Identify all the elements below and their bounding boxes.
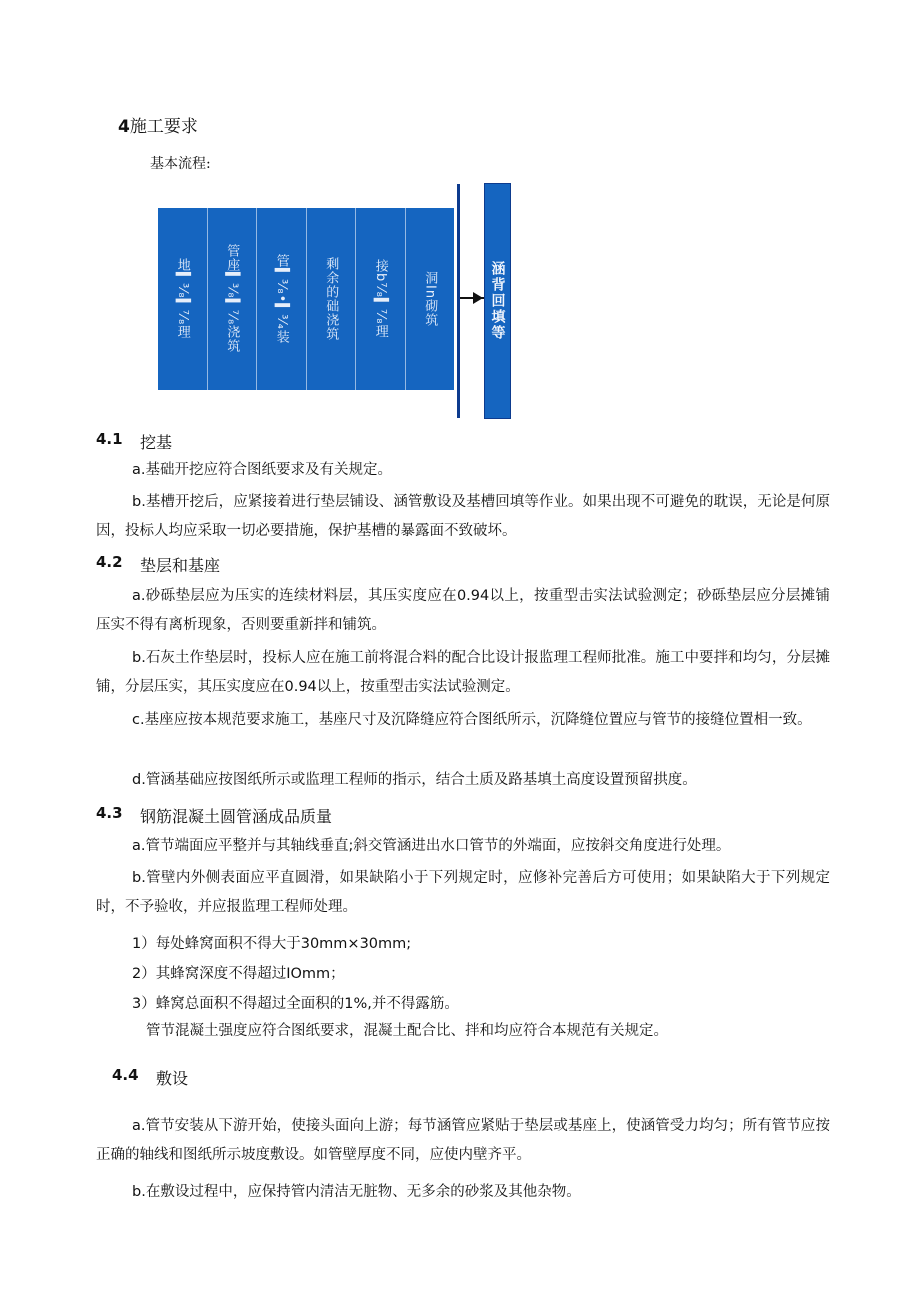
flowchart-steps xyxy=(158,208,454,390)
section-heading-4 xyxy=(118,112,198,137)
flow-divider xyxy=(457,184,460,418)
flow-step xyxy=(307,208,357,390)
paragraph: b.管壁内外侧表面应平直圆滑，如果缺陷小于下列规定时，应修补完善后方可使用；如果缺陷大于下列规定时，不予验收，并应报监理工程师处理。 xyxy=(96,870,830,915)
paragraph: b.石灰土作垫层时，投标人应在施工前将混合料的配合比设计报监理工程师批准。施工中要拌和均匀，分层摊铺，分层压实，其压实度应在0.94以上，按重型击实法试验测定。 xyxy=(96,650,830,695)
list-item: 2）其蜂窝深度不得超过IOmm； xyxy=(132,966,345,982)
flow-step-text: 接b⁷⁄₈▍⁷⁄₈理 xyxy=(372,259,388,339)
flow-step xyxy=(356,208,406,390)
paragraph: b.基槽开挖后，应紧接着进行垫层铺设、涵管敷设及基槽回填等作业。如果出现不可避免的耽误，无论是何原因，投标人均应采取一切必要措施，保护基槽的暴露面不致破坏。 xyxy=(96,494,830,539)
section-heading-4-4 xyxy=(112,1066,188,1089)
flow-final-text: 涵背回填等 xyxy=(489,261,506,341)
section-number: 4.1 xyxy=(96,430,123,448)
paragraph: a.管节端面应平整并与其轴线垂直;斜交管涵进出水口管节的外端面，应按斜交角度进行处理。 xyxy=(132,838,731,854)
section-heading-4-3 xyxy=(96,804,332,827)
section-title: 钢筋混凝土圆管涵成品质量 xyxy=(140,807,333,826)
section-heading-4-1 xyxy=(96,430,172,453)
arrow-right-icon xyxy=(473,292,483,304)
paragraph: d.管涵基础应按图纸所示或监理工程师的指示，结合土质及路基填土高度设置预留拱度。 xyxy=(132,772,697,788)
paragraph: a.基础开挖应符合图纸要求及有关规定。 xyxy=(132,462,392,478)
flow-step xyxy=(406,208,455,390)
flow-step xyxy=(257,208,307,390)
section-title: 敷设 xyxy=(156,1069,189,1088)
section-title: 施工要求 xyxy=(129,117,198,137)
section-number: 4.4 xyxy=(112,1066,139,1084)
section-heading-4-2 xyxy=(96,553,220,576)
section-number: 4.3 xyxy=(96,804,123,822)
section-number: 4 xyxy=(118,117,130,137)
flow-step-text: 管座▍³⁄₈▍⁷⁄₈浇筑 xyxy=(224,244,240,354)
flow-final-step xyxy=(484,183,511,419)
paragraph: b.在敷设过程中，应保持管内清洁无脏物、无多余的砂浆及其他杂物。 xyxy=(132,1184,581,1200)
list-item: 1）每处蜂窝面积不得大于30mm×30mm; xyxy=(132,936,412,952)
paragraph: a.砂砾垫层应为压实的连续材料层，其压实度应在0.94以上，按重型击实法试验测定；砂砾垫层应分层摊铺压实不得有离析现象，否则要重新拌和铺筑。 xyxy=(96,588,830,633)
paragraph: 管节混凝土强度应符合图纸要求，混凝土配合比、拌和均应符合本规范有关规定。 xyxy=(146,1023,668,1039)
paragraph: c.基座应按本规范要求施工，基座尺寸及沉降缝应符合图纸所示，沉降缝位置应与管节的接缝位置相一致。 xyxy=(132,712,812,728)
flow-label: 基本流程: xyxy=(150,156,211,172)
flow-step xyxy=(158,208,208,390)
flow-step xyxy=(208,208,258,390)
section-title: 垫层和基座 xyxy=(140,556,221,575)
flow-step-text: 洞In砌筑 xyxy=(422,270,438,328)
flow-step-text: 管▍³⁄₈•▍³⁄₄装 xyxy=(273,254,289,344)
list-item: 3）蜂窝总面积不得超过全面积的1%,并不得露筋。 xyxy=(132,996,459,1012)
flow-step-text: 地▍³⁄₈▍⁷⁄₈理 xyxy=(174,258,190,340)
flow-step-text: 剩余的础浇筑 xyxy=(323,257,339,341)
section-title: 挖基 xyxy=(140,433,173,452)
section-number: 4.2 xyxy=(96,553,123,571)
paragraph: a.管节安装从下游开始，使接头面向上游；每节涵管应紧贴于垫层或基座上，使涵管受力均匀；所有管节应按正确的轴线和图纸所示坡度敷设。如管壁厚度不同，应使内壁齐平。 xyxy=(96,1118,830,1163)
